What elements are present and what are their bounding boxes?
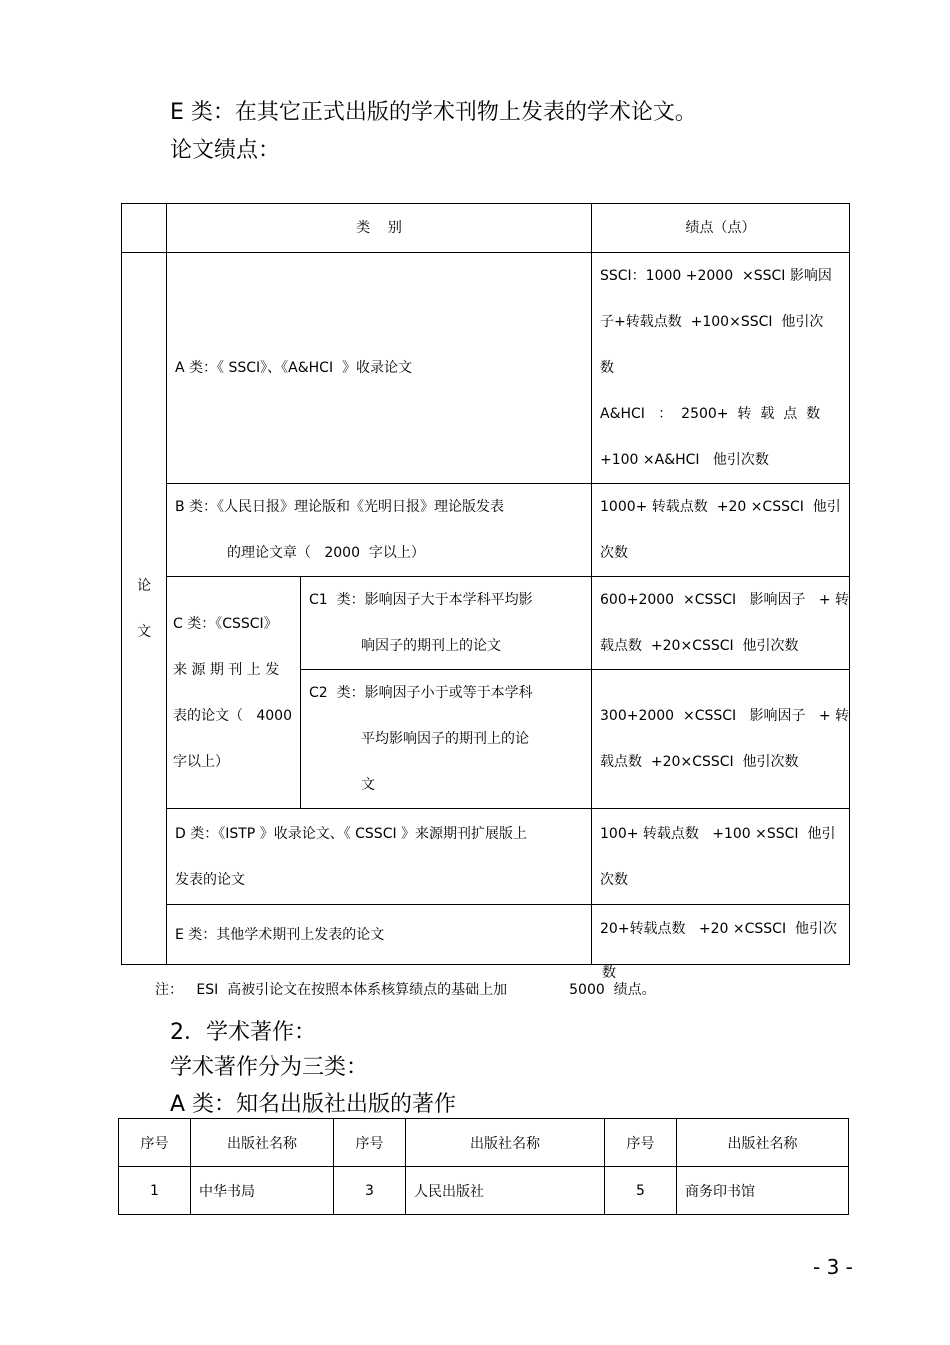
row1-publisher-3: 商务印书馆 — [677, 1167, 849, 1215]
rowA-points-4: A&HCI ： 2500+ 转 载 点 数 — [600, 406, 821, 422]
rowD-category-1: D 类：《ISTP 》收录论文、《 CSSCI 》来源期刊扩展版上 — [175, 825, 528, 842]
rowA-points-3: 数 — [600, 360, 614, 376]
rowC1-points-1: 600+2000 ×CSSCI 影响因子 + 转 — [600, 592, 850, 608]
header-no-3: 序号 — [605, 1119, 677, 1167]
rowD-category-2: 发表的论文 — [175, 871, 245, 888]
rowC-group-4: 字以上） — [173, 753, 229, 770]
rowD-points-1: 100+ 转载点数 +100 ×SSCI 他引 — [600, 825, 836, 842]
rowC-group — [167, 577, 301, 809]
publisher-table — [118, 1118, 849, 1215]
header-publisher-2: 出版社名称 — [406, 1119, 605, 1167]
rowE-points — [592, 905, 850, 965]
side-label-2: 文 — [137, 623, 151, 640]
row1-no-2: 3 — [334, 1167, 406, 1215]
rowC2-points-1: 300+2000 ×CSSCI 影响因子 + 转 — [600, 708, 850, 724]
rowA-category: A 类：《 SSCI》、《A&HCI 》收录论文 — [167, 253, 592, 484]
page-number: - 3 - — [813, 1255, 853, 1279]
section2-class-a: A 类：知名出版社出版的著作 — [170, 1092, 457, 1117]
rowC1-category-2: 响因子的期刊上的论文 — [361, 638, 501, 654]
rowC1-points-2: 载点数 +20×CSSCI 他引次数 — [600, 638, 799, 654]
rowC2-points-2: 载点数 +20×CSSCI 他引次数 — [600, 754, 799, 770]
rowC-group-3: 表的论文（ 4000 — [173, 707, 292, 724]
rowB-points — [592, 484, 850, 577]
rowA-points-5: +100 ×A&HCI 他引次数 — [600, 452, 769, 468]
footnote-text: 注： ESI 高被引论文在按照本体系核算绩点的基础上加 — [155, 982, 508, 998]
side-label-cell — [122, 253, 167, 965]
rowA-points-2: 子+转载点数 +100×SSCI 他引次 — [600, 314, 824, 330]
rowD-points — [592, 809, 850, 905]
rowE-points-overflow: 数 — [602, 965, 616, 981]
rowB-category-1: B 类：《人民日报》理论版和《光明日报》理论版发表 — [175, 499, 505, 515]
side-label-1: 论 — [137, 577, 151, 594]
header-no-2: 序号 — [334, 1119, 406, 1167]
footnote-value: 5000 绩点。 — [569, 982, 656, 998]
rowB-points-2: 次数 — [600, 545, 628, 561]
rowC1-category-1: C1 类：影响因子大于本学科平均影 — [309, 592, 533, 608]
rowC-group-1: C 类：《CSSCI》 — [173, 615, 278, 632]
rowC2-category — [301, 670, 592, 809]
row1-no-3: 5 — [605, 1167, 677, 1215]
header-publisher-1: 出版社名称 — [191, 1119, 334, 1167]
row1-publisher-2: 人民出版社 — [406, 1167, 605, 1215]
header-category: 类 别 — [167, 204, 592, 253]
rowC2-category-3: 文 — [361, 777, 375, 793]
rowB-category — [167, 484, 592, 577]
header-publisher-3: 出版社名称 — [677, 1119, 849, 1167]
rowA-points-1: SSCI：1000 +2000 ×SSCI 影响因 — [600, 268, 832, 284]
intro-line-2: 论文绩点： — [170, 138, 281, 163]
row1-publisher-1: 中华书局 — [191, 1167, 334, 1215]
header-no-1: 序号 — [119, 1119, 191, 1167]
section2-subtitle: 学术著作分为三类： — [170, 1055, 369, 1080]
rowB-points-1: 1000+ 转载点数 +20 ×CSSCI 他引 — [600, 499, 841, 515]
rowC1-points — [592, 577, 850, 670]
header-points: 绩点（点） — [592, 204, 850, 253]
rowA-points — [592, 253, 850, 484]
paper-points-table — [121, 203, 850, 965]
intro-line-1: E 类：在其它正式出版的学术刊物上发表的学术论文。 — [170, 100, 697, 125]
rowE-category: E 类：其他学术期刊上发表的论文 — [167, 905, 592, 965]
rowD-category — [167, 809, 592, 905]
section2-title: 2．学术著作： — [170, 1020, 316, 1045]
rowD-points-2: 次数 — [600, 871, 628, 888]
footnote — [155, 979, 656, 999]
row1-no-1: 1 — [119, 1167, 191, 1215]
rowB-category-2: 的理论文章（ 2000 字以上） — [227, 545, 425, 561]
rowC2-category-2: 平均影响因子的期刊上的论 — [361, 731, 529, 747]
rowE-points-1: 20+转载点数 +20 ×CSSCI 他引次 — [600, 921, 837, 937]
rowC-group-2: 来 源 期 刊 上 发 — [173, 661, 280, 678]
rowC2-points — [592, 670, 850, 809]
rowC2-category-1: C2 类：影响因子小于或等于本学科 — [309, 685, 533, 701]
header-blank-cell — [122, 204, 167, 253]
rowC1-category — [301, 577, 592, 670]
